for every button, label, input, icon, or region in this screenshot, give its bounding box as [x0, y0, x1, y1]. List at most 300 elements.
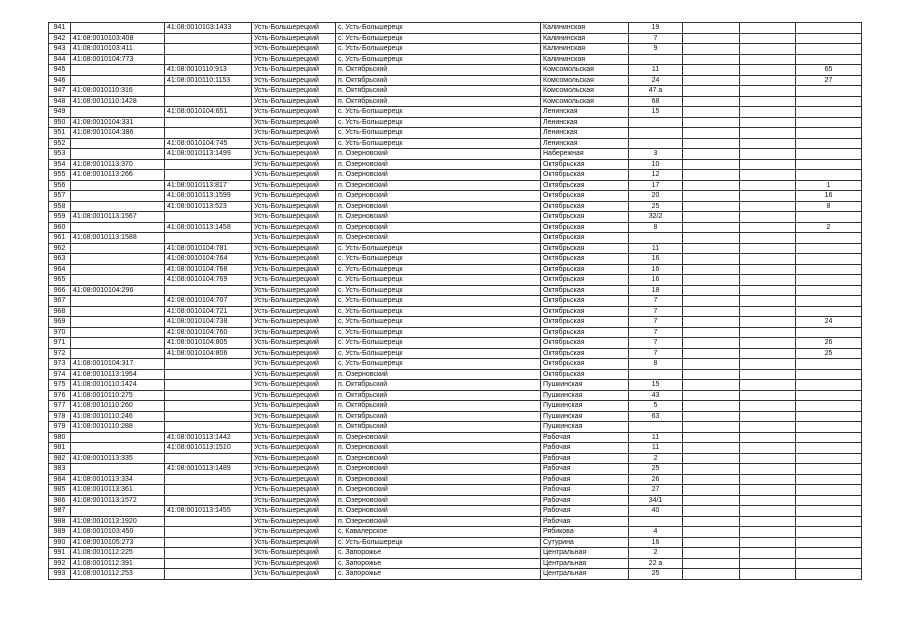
- parcel-number-cell: 41:08:0010103:450: [71, 527, 165, 538]
- house-number-cell: 7: [629, 296, 683, 307]
- street-cell: Октябрьская: [541, 201, 629, 212]
- street-cell: Калининская: [541, 54, 629, 65]
- parcel-number-cell: [71, 138, 165, 149]
- table-row: [49, 548, 862, 559]
- row-number-cell: 967: [49, 296, 71, 307]
- building-number-cell: 41:08:0010104:806: [165, 348, 252, 359]
- locality-cell: с. Усть-Большерецк: [336, 327, 541, 338]
- district-cell: Усть-Большерецкий: [252, 117, 336, 128]
- district-cell: Усть-Большерецкий: [252, 359, 336, 370]
- row-number-cell: 962: [49, 243, 71, 254]
- building-number-cell: 41:08:0010110:913: [165, 65, 252, 76]
- table-row: [49, 212, 862, 223]
- building-number-cell: 41:08:0010113:1442: [165, 432, 252, 443]
- district-cell: Усть-Большерецкий: [252, 306, 336, 317]
- apartment-cell: 1: [796, 180, 862, 191]
- parcel-number-cell: [71, 254, 165, 265]
- table-row: [49, 569, 862, 580]
- parcel-number-cell: [71, 296, 165, 307]
- apartment-cell: 26: [796, 338, 862, 349]
- row-number-cell: 949: [49, 107, 71, 118]
- parcel-number-cell: 41:08:0010113:1572: [71, 495, 165, 506]
- building-cell: [683, 296, 740, 307]
- house-number-cell: 12: [629, 170, 683, 181]
- parcel-number-cell: 41:08:0010110:1428: [71, 96, 165, 107]
- table-row: [49, 411, 862, 422]
- extra-cell: [740, 317, 796, 328]
- building-cell: [683, 180, 740, 191]
- apartment-cell: [796, 33, 862, 44]
- row-number-cell: 966: [49, 285, 71, 296]
- building-cell: [683, 243, 740, 254]
- apartment-cell: [796, 506, 862, 517]
- district-cell: Усть-Большерецкий: [252, 75, 336, 86]
- locality-cell: п. Озерновский: [336, 201, 541, 212]
- extra-cell: [740, 548, 796, 559]
- apartment-cell: [796, 495, 862, 506]
- row-number-cell: 946: [49, 75, 71, 86]
- table-row: [49, 264, 862, 275]
- apartment-cell: [796, 558, 862, 569]
- locality-cell: п. Озерновский: [336, 222, 541, 233]
- district-cell: Усть-Большерецкий: [252, 222, 336, 233]
- row-number-cell: 969: [49, 317, 71, 328]
- building-number-cell: 41:08:0010104:721: [165, 306, 252, 317]
- parcel-number-cell: 41:08:0010113:361: [71, 485, 165, 496]
- street-cell: Рабочая: [541, 516, 629, 527]
- locality-cell: с. Усть-Большерецк: [336, 306, 541, 317]
- street-cell: Центральная: [541, 558, 629, 569]
- row-number-cell: 959: [49, 212, 71, 223]
- locality-cell: с. Усть-Большерецк: [336, 275, 541, 286]
- table-row: [49, 243, 862, 254]
- locality-cell: п. Озерновский: [336, 453, 541, 464]
- row-number-cell: 990: [49, 537, 71, 548]
- apartment-cell: [796, 453, 862, 464]
- district-cell: Усть-Большерецкий: [252, 369, 336, 380]
- extra-cell: [740, 170, 796, 181]
- house-number-cell: 7: [629, 348, 683, 359]
- table-row: [49, 390, 862, 401]
- row-number-cell: 979: [49, 422, 71, 433]
- building-cell: [683, 464, 740, 475]
- apartment-cell: [796, 285, 862, 296]
- building-number-cell: 41:08:0010113:1455: [165, 506, 252, 517]
- extra-cell: [740, 23, 796, 34]
- extra-cell: [740, 180, 796, 191]
- table-row: [49, 327, 862, 338]
- street-cell: Октябрьская: [541, 222, 629, 233]
- extra-cell: [740, 338, 796, 349]
- street-cell: Октябрьская: [541, 296, 629, 307]
- street-cell: Октябрьская: [541, 338, 629, 349]
- locality-cell: п. Озерновский: [336, 485, 541, 496]
- house-number-cell: 7: [629, 327, 683, 338]
- locality-cell: с. Усть-Большерецк: [336, 54, 541, 65]
- street-cell: Октябрьская: [541, 254, 629, 265]
- extra-cell: [740, 222, 796, 233]
- parcel-number-cell: 41:08:0010104:296: [71, 285, 165, 296]
- locality-cell: п. Октябрьский: [336, 390, 541, 401]
- locality-cell: п. Озерновский: [336, 474, 541, 485]
- extra-cell: [740, 212, 796, 223]
- district-cell: Усть-Большерецкий: [252, 159, 336, 170]
- building-cell: [683, 558, 740, 569]
- locality-cell: п. Озерновский: [336, 233, 541, 244]
- district-cell: Усть-Большерецкий: [252, 548, 336, 559]
- parcel-number-cell: [71, 180, 165, 191]
- apartment-cell: [796, 107, 862, 118]
- locality-cell: п. Озерновский: [336, 443, 541, 454]
- house-number-cell: [629, 117, 683, 128]
- locality-cell: с. Усть-Большерецк: [336, 254, 541, 265]
- house-number-cell: 43: [629, 390, 683, 401]
- extra-cell: [740, 285, 796, 296]
- district-cell: Усть-Большерецкий: [252, 464, 336, 475]
- building-cell: [683, 264, 740, 275]
- table-row: [49, 170, 862, 181]
- parcel-number-cell: 41:08:0010103:411: [71, 44, 165, 55]
- street-cell: Ленинская: [541, 107, 629, 118]
- extra-cell: [740, 254, 796, 265]
- apartment-cell: [796, 159, 862, 170]
- street-cell: Октябрьская: [541, 348, 629, 359]
- row-number-cell: 988: [49, 516, 71, 527]
- building-cell: [683, 23, 740, 34]
- building-number-cell: [165, 212, 252, 223]
- row-number-cell: 983: [49, 464, 71, 475]
- district-cell: Усть-Большерецкий: [252, 275, 336, 286]
- row-number-cell: 944: [49, 54, 71, 65]
- street-cell: Пушкинская: [541, 411, 629, 422]
- apartment-cell: [796, 275, 862, 286]
- street-cell: Октябрьская: [541, 369, 629, 380]
- extra-cell: [740, 369, 796, 380]
- table-row: [49, 23, 862, 34]
- locality-cell: с. Усть-Большерецк: [336, 537, 541, 548]
- apartment-cell: 2: [796, 222, 862, 233]
- locality-cell: п. Озерновский: [336, 464, 541, 475]
- building-number-cell: [165, 537, 252, 548]
- apartment-cell: [796, 296, 862, 307]
- building-number-cell: 41:08:0010104:764: [165, 254, 252, 265]
- parcel-number-cell: 41:08:0010113:1920: [71, 516, 165, 527]
- district-cell: Усть-Большерецкий: [252, 23, 336, 34]
- locality-cell: п. Озерновский: [336, 149, 541, 160]
- building-cell: [683, 506, 740, 517]
- table-row: [49, 44, 862, 55]
- house-number-cell: 25: [629, 464, 683, 475]
- building-number-cell: [165, 159, 252, 170]
- house-number-cell: 68: [629, 96, 683, 107]
- parcel-number-cell: 41:08:0010112:391: [71, 558, 165, 569]
- locality-cell: п. Озерновский: [336, 170, 541, 181]
- extra-cell: [740, 44, 796, 55]
- apartment-cell: [796, 138, 862, 149]
- extra-cell: [740, 243, 796, 254]
- building-number-cell: 41:08:0010110:1153: [165, 75, 252, 86]
- apartment-cell: [796, 432, 862, 443]
- parcel-number-cell: 41:08:0010113:266: [71, 170, 165, 181]
- table-row: [49, 348, 862, 359]
- house-number-cell: [629, 138, 683, 149]
- extra-cell: [740, 191, 796, 202]
- locality-cell: п. Озерновский: [336, 516, 541, 527]
- apartment-cell: [796, 485, 862, 496]
- parcel-number-cell: [71, 306, 165, 317]
- house-number-cell: 4: [629, 527, 683, 538]
- parcel-number-cell: [71, 327, 165, 338]
- apartment-cell: 16: [796, 191, 862, 202]
- extra-cell: [740, 296, 796, 307]
- building-number-cell: [165, 390, 252, 401]
- apartment-cell: [796, 537, 862, 548]
- building-number-cell: [165, 33, 252, 44]
- district-cell: Усть-Большерецкий: [252, 516, 336, 527]
- district-cell: Усть-Большерецкий: [252, 86, 336, 97]
- building-cell: [683, 191, 740, 202]
- parcel-number-cell: 41:08:0010110:1424: [71, 380, 165, 391]
- house-number-cell: 10: [629, 159, 683, 170]
- table-row: [49, 33, 862, 44]
- house-number-cell: 2: [629, 548, 683, 559]
- street-cell: Октябрьская: [541, 243, 629, 254]
- table-row: [49, 359, 862, 370]
- apartment-cell: 8: [796, 201, 862, 212]
- building-cell: [683, 86, 740, 97]
- locality-cell: с. Усть-Большерецк: [336, 243, 541, 254]
- building-cell: [683, 233, 740, 244]
- apartment-cell: 27: [796, 75, 862, 86]
- register-table-body: [49, 23, 862, 580]
- extra-cell: [740, 485, 796, 496]
- building-number-cell: 41:08:0010104:769: [165, 275, 252, 286]
- building-number-cell: [165, 233, 252, 244]
- house-number-cell: 34/1: [629, 495, 683, 506]
- apartment-cell: [796, 23, 862, 34]
- extra-cell: [740, 264, 796, 275]
- apartment-cell: [796, 149, 862, 160]
- district-cell: Усть-Большерецкий: [252, 327, 336, 338]
- district-cell: Усть-Большерецкий: [252, 558, 336, 569]
- house-number-cell: [629, 128, 683, 139]
- locality-cell: с. Усть-Большерецк: [336, 107, 541, 118]
- building-number-cell: 41:08:0010104:805: [165, 338, 252, 349]
- extra-cell: [740, 149, 796, 160]
- table-row: [49, 275, 862, 286]
- building-number-cell: 41:08:0010103:1433: [165, 23, 252, 34]
- apartment-cell: [796, 359, 862, 370]
- row-number-cell: 987: [49, 506, 71, 517]
- apartment-cell: [796, 54, 862, 65]
- parcel-number-cell: 41:08:0010110:260: [71, 401, 165, 412]
- extra-cell: [740, 380, 796, 391]
- house-number-cell: 8: [629, 222, 683, 233]
- building-cell: [683, 107, 740, 118]
- street-cell: Комсомольская: [541, 96, 629, 107]
- apartment-cell: [796, 233, 862, 244]
- house-number-cell: 5: [629, 401, 683, 412]
- parcel-number-cell: 41:08:0010112:225: [71, 548, 165, 559]
- row-number-cell: 978: [49, 411, 71, 422]
- row-number-cell: 986: [49, 495, 71, 506]
- building-cell: [683, 33, 740, 44]
- district-cell: Усть-Большерецкий: [252, 443, 336, 454]
- parcel-number-cell: [71, 149, 165, 160]
- locality-cell: с. Кавалерское: [336, 527, 541, 538]
- apartment-cell: [796, 443, 862, 454]
- table-row: [49, 422, 862, 433]
- extra-cell: [740, 54, 796, 65]
- parcel-number-cell: [71, 191, 165, 202]
- row-number-cell: 992: [49, 558, 71, 569]
- house-number-cell: 17: [629, 180, 683, 191]
- street-cell: Рабочая: [541, 443, 629, 454]
- locality-cell: п. Озерновский: [336, 191, 541, 202]
- house-number-cell: 25: [629, 569, 683, 580]
- building-number-cell: [165, 170, 252, 181]
- district-cell: Усть-Большерецкий: [252, 170, 336, 181]
- extra-cell: [740, 75, 796, 86]
- table-row: [49, 317, 862, 328]
- table-row: [49, 180, 862, 191]
- district-cell: Усть-Большерецкий: [252, 149, 336, 160]
- extra-cell: [740, 159, 796, 170]
- apartment-cell: [796, 128, 862, 139]
- parcel-number-cell: 41:08:0010113:1567: [71, 212, 165, 223]
- extra-cell: [740, 464, 796, 475]
- row-number-cell: 960: [49, 222, 71, 233]
- extra-cell: [740, 107, 796, 118]
- apartment-cell: [796, 327, 862, 338]
- parcel-number-cell: 41:08:0010104:386: [71, 128, 165, 139]
- parcel-number-cell: 41:08:0010112:253: [71, 569, 165, 580]
- extra-cell: [740, 86, 796, 97]
- building-number-cell: 41:08:0010113:817: [165, 180, 252, 191]
- street-cell: Октябрьская: [541, 285, 629, 296]
- building-cell: [683, 222, 740, 233]
- row-number-cell: 961: [49, 233, 71, 244]
- table-row: [49, 222, 862, 233]
- apartment-cell: [796, 548, 862, 559]
- building-cell: [683, 159, 740, 170]
- table-row: [49, 338, 862, 349]
- street-cell: Калининская: [541, 23, 629, 34]
- house-number-cell: 22 а: [629, 558, 683, 569]
- street-cell: Октябрьская: [541, 264, 629, 275]
- building-cell: [683, 516, 740, 527]
- house-number-cell: 7: [629, 317, 683, 328]
- building-number-cell: [165, 569, 252, 580]
- extra-cell: [740, 527, 796, 538]
- street-cell: Комсомольская: [541, 75, 629, 86]
- apartment-cell: [796, 527, 862, 538]
- extra-cell: [740, 117, 796, 128]
- apartment-cell: [796, 86, 862, 97]
- district-cell: Усть-Большерецкий: [252, 243, 336, 254]
- street-cell: Октябрьская: [541, 327, 629, 338]
- street-cell: Ленинская: [541, 138, 629, 149]
- apartment-cell: [796, 369, 862, 380]
- house-number-cell: 11: [629, 443, 683, 454]
- table-row: [49, 464, 862, 475]
- district-cell: Усть-Большерецкий: [252, 296, 336, 307]
- building-cell: [683, 548, 740, 559]
- street-cell: Пушкинская: [541, 390, 629, 401]
- building-number-cell: 41:08:0010113:1599: [165, 191, 252, 202]
- building-cell: [683, 128, 740, 139]
- row-number-cell: 984: [49, 474, 71, 485]
- table-row: [49, 306, 862, 317]
- house-number-cell: 18: [629, 285, 683, 296]
- building-cell: [683, 443, 740, 454]
- building-number-cell: [165, 117, 252, 128]
- building-cell: [683, 201, 740, 212]
- district-cell: Усть-Большерецкий: [252, 285, 336, 296]
- building-number-cell: 41:08:0010104:760: [165, 327, 252, 338]
- house-number-cell: 16: [629, 537, 683, 548]
- district-cell: Усть-Большерецкий: [252, 233, 336, 244]
- locality-cell: с. Усть-Большерецк: [336, 23, 541, 34]
- house-number-cell: 9: [629, 44, 683, 55]
- district-cell: Усть-Большерецкий: [252, 453, 336, 464]
- street-cell: Пушкинская: [541, 380, 629, 391]
- parcel-number-cell: [71, 443, 165, 454]
- house-number-cell: 16: [629, 254, 683, 265]
- extra-cell: [740, 390, 796, 401]
- building-number-cell: 41:08:0010113:1510: [165, 443, 252, 454]
- house-number-cell: 3: [629, 149, 683, 160]
- table-row: [49, 443, 862, 454]
- building-number-cell: 41:08:0010113:1458: [165, 222, 252, 233]
- row-number-cell: 956: [49, 180, 71, 191]
- apartment-cell: [796, 380, 862, 391]
- district-cell: Усть-Большерецкий: [252, 422, 336, 433]
- street-cell: Калининская: [541, 33, 629, 44]
- district-cell: Усть-Большерецкий: [252, 495, 336, 506]
- table-row: [49, 107, 862, 118]
- house-number-cell: 2: [629, 453, 683, 464]
- table-row: [49, 149, 862, 160]
- extra-cell: [740, 128, 796, 139]
- extra-cell: [740, 327, 796, 338]
- parcel-number-cell: [71, 75, 165, 86]
- table-row: [49, 485, 862, 496]
- street-cell: Комсомольская: [541, 65, 629, 76]
- building-number-cell: [165, 548, 252, 559]
- parcel-number-cell: [71, 65, 165, 76]
- parcel-number-cell: 41:08:0010105:273: [71, 537, 165, 548]
- building-cell: [683, 338, 740, 349]
- building-cell: [683, 170, 740, 181]
- extra-cell: [740, 275, 796, 286]
- parcel-number-cell: 41:08:0010110:316: [71, 86, 165, 97]
- extra-cell: [740, 569, 796, 580]
- row-number-cell: 972: [49, 348, 71, 359]
- extra-cell: [740, 432, 796, 443]
- building-cell: [683, 149, 740, 160]
- extra-cell: [740, 96, 796, 107]
- house-number-cell: 15: [629, 107, 683, 118]
- apartment-cell: [796, 474, 862, 485]
- building-cell: [683, 212, 740, 223]
- row-number-cell: 968: [49, 306, 71, 317]
- house-number-cell: 7: [629, 33, 683, 44]
- parcel-number-cell: [71, 222, 165, 233]
- table-row: [49, 191, 862, 202]
- extra-cell: [740, 233, 796, 244]
- parcel-number-cell: [71, 275, 165, 286]
